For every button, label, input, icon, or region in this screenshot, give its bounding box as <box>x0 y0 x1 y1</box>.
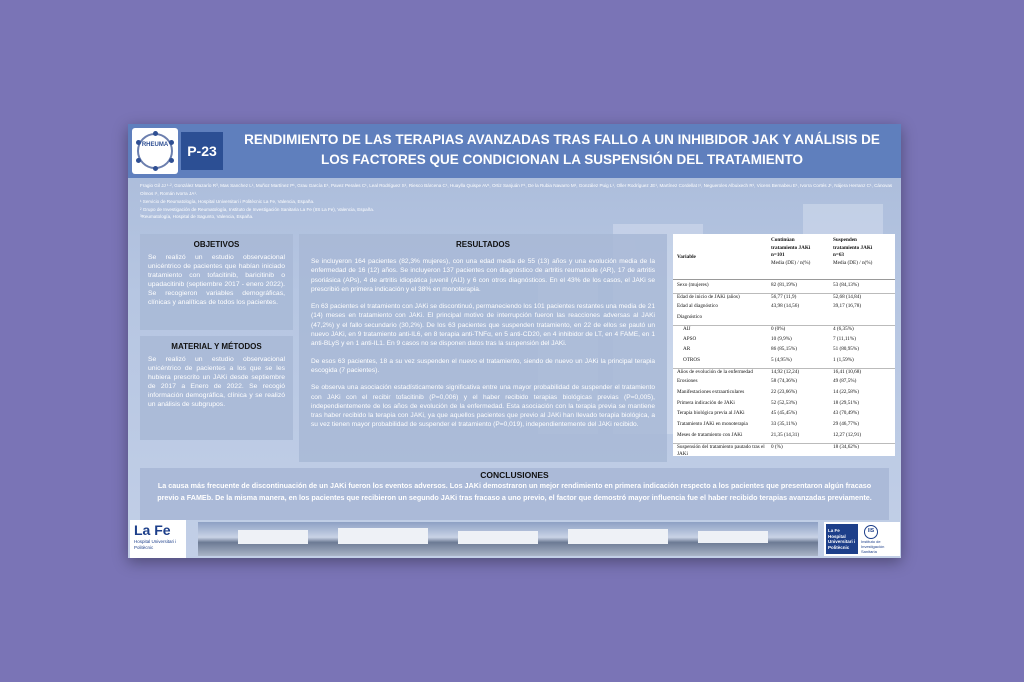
affiliation: ¹ Servicio de Reumatología, Hospital Universitari i Politècnic La Fe, Valencia, España. <box>140 199 315 204</box>
author-list: Fragio Gil JJ ¹·², González Mazarío R³, Mas Sanchez L¹, Muñoz Martínez P¹, Grau García E¹, Pavez Perales C¹, Leal Rodríguez S¹, Riesco Bárcena C¹, Huaylla Quispe AV¹, Ortiz Sanjuán F¹, De la Rubia Navarro M¹, González Puig L¹, Oller Rodríguez JE¹, Martínez Cordellat I¹, Negueroles Albuixech R¹, Vicens Bernabeu E¹, Ivorra Cortés J¹, Nájera Herranz C¹, Cánovas Olmos I¹, Román Ivorra JA¹. <box>140 183 893 196</box>
row-label: Manifestaciones extraarticulares <box>677 389 745 395</box>
table-row <box>673 336 895 347</box>
table-row <box>673 325 895 336</box>
section-text: Se realizó un estudio observacional unicéntrico de pacientes a los que se les hubiera prescrito un JAKi desde septiembre de 2017 a Enero de 2022. Se recogió información demográfica, clínica y se realizó un análisis de subgrupos. <box>148 356 285 408</box>
col-suspenden: Suspenden tratamiento JAKi n=63 Media (DE) / n(%) <box>833 237 873 266</box>
row-value-continuan: 33 (35,11%) <box>771 421 797 428</box>
row-label: Erosiones <box>677 378 698 385</box>
authors-block <box>140 182 895 221</box>
row-label: Sexo (mujeres) <box>677 282 709 288</box>
logo-ring-icon <box>137 133 173 169</box>
rheuma-logo <box>132 128 178 174</box>
row-value-continuan: 5 (4,95%) <box>771 356 792 363</box>
row-value-suspenden: 52,68 (14,84) <box>833 293 862 300</box>
paragraph: De esos 63 pacientes, 18 a su vez suspenden el nuevo el tratamiento, siendo de nuevo un JAKi la principal terapia escogida (7 pacientes). <box>311 357 655 374</box>
row-value-continuan: 86 (85,15%) <box>771 346 797 353</box>
conclusiones-section <box>140 468 889 520</box>
row-label: Suspensión del tratamiento pautado tras el JAKi <box>677 443 765 457</box>
row-value-continuan: 10 (9,9%) <box>771 335 792 342</box>
paragraph: Se observa una asociación estadísticamente significativa entre una mayor probabilidad de suspender el tratamiento con JAKi con el recibir tofacitinib (P=0,006) y el haber recibido terapias biológicas previas (P=0,005), independientemente de los años de evolución de la enfermedad. Esta asociación con la terapia previa se mantiene tras haber recibido la terapia con JAKi, ya que aquellos pacientes que previo al JAKi han llevado terapia biológica, a su vez tienen mayor probabilidad de suspender el tratamiento (P=0,019), independientemente del JAKi recibido. <box>311 384 655 429</box>
paragraph: Se incluyeron 164 pacientes (82,3% mujeres), con una edad media de 55 (13) años y una evolución media de la enfermedad de 16 (12) años. Se incluyeron 137 pacientes con diagnóstico de artritis reumatoide (AR), 17 de artritis psoriásica (APs), 4 de artritis idiopática juvenil (AIJ) y 6 con otros diagnósticos. En el 43% de los casos, el JAKi se prescribió en primera indicación y el 38% en monoterapia. <box>311 258 655 293</box>
section-title: OBJETIVOS <box>193 240 240 249</box>
hospital-photo-strip <box>198 522 818 556</box>
row-value-continuan: 45 (45,45%) <box>771 410 797 417</box>
row-value-suspenden: 18 (34,62%) <box>833 443 859 450</box>
row-value-suspenden: 12,27 (12,91) <box>833 431 862 438</box>
row-label: Primera indicación de JAKi <box>677 399 735 406</box>
row-value-suspenden: 18 (29,51%) <box>833 399 859 406</box>
table-row <box>673 303 895 314</box>
row-value-suspenden: 29 (46,77%) <box>833 421 859 428</box>
row-label: Edad de inicio de JAKi (años) <box>677 293 740 300</box>
lafe-logo <box>130 520 186 558</box>
row-value-continuan: 21,35 (14,31) <box>771 431 800 438</box>
row-label: Años de evolución de la enfermedad <box>677 368 753 375</box>
poster-code: P-23 <box>181 132 223 170</box>
row-value-continuan: 22 (23,66%) <box>771 389 797 395</box>
row-value-continuan: 52 (52,53%) <box>771 399 797 406</box>
iis-logo <box>824 522 900 556</box>
table-row <box>673 282 895 293</box>
table-row <box>673 346 895 357</box>
resultados-text <box>299 257 667 430</box>
row-value-suspenden: 43 (70,49%) <box>833 410 859 417</box>
table-row <box>673 421 895 432</box>
lafe-logo-subtext: Hospital Universitari i Politècnic <box>134 539 177 550</box>
poster-footer <box>128 520 901 558</box>
row-value-continuan: 58 (74,36%) <box>771 378 797 385</box>
table-row <box>673 314 895 325</box>
row-value-suspenden: 16,41 (10,68) <box>833 368 862 375</box>
row-label: Edad al diagnóstico <box>677 303 718 310</box>
section-title: MATERIAL Y MÉTODOS <box>171 342 262 351</box>
logo-dot-icon <box>136 158 141 163</box>
row-label: Terapia biológica previa al JAKi <box>677 410 745 417</box>
row-value-continuan: 14,92 (12,24) <box>771 368 800 375</box>
logo-dot-icon <box>153 131 158 136</box>
row-value-suspenden: 51 (80,95%) <box>833 346 859 353</box>
row-value-suspenden: 4 (6,35%) <box>833 325 854 332</box>
iis-logo-left: La Fe Hospital Universitari i Politècnic <box>826 524 858 554</box>
row-value-suspenden: 1 (1,59%) <box>833 356 854 363</box>
results-table <box>673 234 895 456</box>
poster-header <box>128 124 901 178</box>
table-row <box>673 368 895 379</box>
row-label: OTROS <box>683 356 701 363</box>
table-row <box>673 378 895 389</box>
lafe-logo-text: La Fe <box>134 522 171 538</box>
row-label: Tratamiento JAKi en monoterapia <box>677 421 748 428</box>
table-row <box>673 400 895 411</box>
table-row <box>673 389 895 400</box>
section-title: CONCLUSIONES <box>480 470 549 480</box>
row-value-suspenden: 53 (84,13%) <box>833 282 859 288</box>
row-value-continuan: 0 (0%) <box>771 325 786 332</box>
paragraph: En 63 pacientes el tratamiento con JAKi se discontinuó, permaneciendo los 101 pacientes restantes una media de 21 (14) meses en tratamiento con JAKi. El principal motivo de interrupción fueron las reacciones adversas al JAKi (47,2%) y el fallo secundario (30,2%). De los 63 pacientes que suspenden tratamiento, en 22 de ellos se pautó un nuevo JAKi, en 9 tratamiento anti-IL6, en 8 terapia anti-TNFα, en 5 anti-CD20, en 4 inhibidor de LT, en 4 FAME, en 1 anti-BLyS y en 1 anti-IL1. En 9 casos no se disponen datos tras la suspensión del JAKi. <box>311 303 655 348</box>
table-header <box>673 234 895 280</box>
logo-dot-icon <box>169 158 174 163</box>
section-text: La causa más frecuente de discontinuación de un JAKi fueron los eventos adversos. Los JAKi demostraron un mejor rendimiento en primera indicación respecto a los pacientes que presentaron algún fracaso previo a FAMEb. De la misma manera, en los pacientes que recibieron un segundo JAKi tras fracaso a uno previo, el factor que demostró mayor influencia fue el haber recibido terapias avanzadas previamente. <box>157 481 872 502</box>
logo-dot-icon <box>153 166 158 171</box>
row-value-continuan: 56,77 (11,9) <box>771 293 797 300</box>
table-row <box>673 357 895 368</box>
poster-title: RENDIMIENTO DE LAS TERAPIAS AVANZADAS TRAS FALLO A UN INHIBIDOR JAK Y ANÁLISIS DE LOS FACTORES QUE CONDICIONAN LA SUSPENSIÓN DEL TRATAMIENTO <box>244 132 880 167</box>
section-text: Se realizó un estudio observacional unicéntrico de pacientes que habían iniciado tratamiento con tofacitinib, baricitinib o upadacitinib (septiembre 2017 - enero 2022). Se recogieron variables demográficas, clínicas y analíticas de todos los pacientes. <box>148 254 285 306</box>
col-continuan: Continúan tratamiento JAKi n=101 Media (DE) / n(%) <box>771 237 811 266</box>
row-value-continuan: 0 (%) <box>771 443 783 450</box>
affiliation: ² Grupo de Investigación de Reumatología, Instituto de Investigación Sanitaria La Fe (IIS La Fe), Valencia, España. <box>140 206 375 212</box>
row-label: AR <box>683 346 691 353</box>
row-value-suspenden: 14 (22,58%) <box>833 389 859 395</box>
row-label: APSO <box>683 335 697 342</box>
row-value-suspenden: 49 (87,5%) <box>833 378 857 385</box>
row-value-suspenden: 7 (11,11%) <box>833 335 856 342</box>
metodos-section <box>140 336 293 440</box>
row-value-continuan: 43,98 (14,56) <box>771 303 800 310</box>
row-label: Meses de tratamiento con JAKi <box>677 431 743 438</box>
col-variable: Variable <box>677 254 696 260</box>
affiliation: ³Reumatología, Hospital de Sagunto, Valencia, España. <box>140 214 254 219</box>
resultados-section <box>299 234 667 462</box>
poster <box>128 124 901 558</box>
row-value-continuan: 82 (81,19%) <box>771 282 797 288</box>
section-title: RESULTADOS <box>456 240 510 249</box>
row-value-suspenden: 39,17 (16,78) <box>833 303 862 310</box>
objetivos-section <box>140 234 293 330</box>
table-row <box>673 432 895 443</box>
row-label: AIJ <box>683 325 691 332</box>
iis-logo-text: Instituto de Investigación Sanitaria <box>861 539 885 554</box>
table-row <box>673 293 895 304</box>
iis-circle-icon: IIS <box>864 525 878 539</box>
logo-text: RHEUMA <box>141 142 169 148</box>
table-row <box>673 410 895 421</box>
table-row <box>673 443 895 457</box>
row-label: Diagnóstico <box>677 314 703 321</box>
